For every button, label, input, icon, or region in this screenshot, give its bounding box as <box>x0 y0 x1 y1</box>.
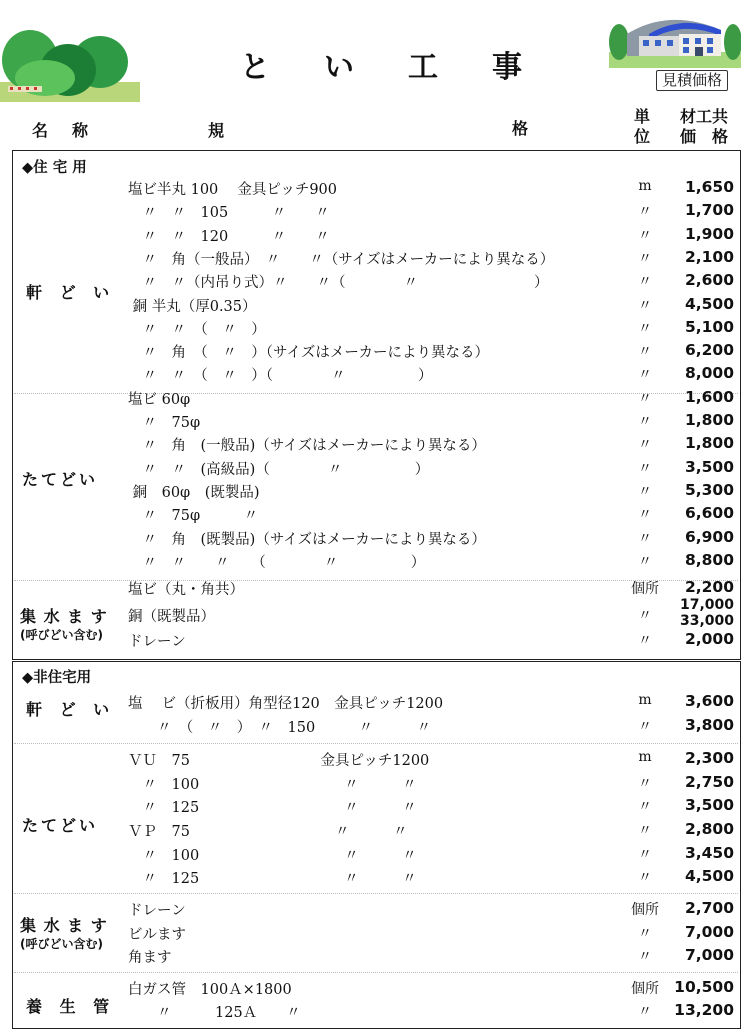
row-spec: 〃 〃 〃 （ 〃 ） <box>128 554 426 571</box>
category-tate-nonres: たてどい <box>22 816 99 835</box>
table-row <box>0 341 752 364</box>
estimate-price-badge: 見積価格 <box>656 70 728 91</box>
row-price: 2,700 <box>684 899 734 917</box>
table-row <box>0 978 752 1001</box>
row-spec: 〃 （ 〃 ） 〃 150 〃 〃 <box>128 720 432 736</box>
row-spec: ビルます <box>128 927 186 943</box>
row-price: 1,600 <box>684 387 734 406</box>
row-unit: 〃 <box>638 437 652 454</box>
table-row <box>0 411 752 434</box>
row-unit: 〃 <box>638 799 652 815</box>
row-spec: 塩ビ 60φ <box>128 391 191 408</box>
table-row <box>0 1001 752 1024</box>
row-unit: 〃 <box>638 553 652 570</box>
header-spec-right: 格 <box>512 119 529 138</box>
table-row <box>0 458 752 481</box>
table-row <box>0 528 752 551</box>
row-price: 2,100 <box>684 247 734 266</box>
row-unit: 個所 <box>631 981 659 997</box>
row-spec: ＶＰ 75 〃 〃 <box>128 824 408 840</box>
table-row <box>0 201 752 224</box>
row-unit: 〃 <box>638 608 652 624</box>
row-unit: 〃 <box>638 530 652 547</box>
divider <box>14 893 738 894</box>
row-spec: 〃 75φ 〃 <box>128 508 259 525</box>
title-char: と <box>240 50 272 85</box>
category-yojo-nonres: 養 生 管 <box>26 997 116 1016</box>
row-unit: 〃 <box>638 483 652 500</box>
row-price: 4,500 <box>684 294 734 313</box>
table-row <box>0 271 752 294</box>
row-unit: 〃 <box>638 250 652 267</box>
row-unit: 〃 <box>638 507 652 524</box>
row-price: 5,100 <box>684 317 734 336</box>
row-unit: 〃 <box>638 390 652 407</box>
row-spec: 塩 ビ（折板用）角型径120 金具ピッチ1200 <box>128 696 444 712</box>
category-shusui-nonres: 集 水 ま す <box>20 916 108 935</box>
row-spec: 〃 〃 105 〃 〃 <box>128 205 330 222</box>
row-price: 17,000 <box>679 597 734 613</box>
row-price-secondary: 33,000 <box>679 613 734 629</box>
row-unit: 〃 <box>638 460 652 477</box>
header-name: 名 称 <box>32 121 93 140</box>
row-price: 1,700 <box>684 201 734 220</box>
table-row <box>0 388 752 411</box>
row-unit: 〃 <box>638 414 652 430</box>
table-row <box>0 504 752 527</box>
row-price: 6,900 <box>684 527 734 546</box>
row-unit: 〃 <box>638 719 652 735</box>
category-shusui-res: 集 水 ま す <box>20 607 108 626</box>
row-spec: 〃 〃 (高級品)（ 〃 ） <box>128 461 430 478</box>
row-price: 1,800 <box>684 434 734 453</box>
row-spec: 〃 75φ <box>128 415 201 431</box>
table-row <box>0 844 752 867</box>
table-row <box>0 364 752 387</box>
row-unit: 〃 <box>638 823 652 839</box>
title-char: 工 <box>408 50 440 85</box>
divider <box>14 743 738 744</box>
table-row <box>0 178 752 201</box>
row-price: 1,650 <box>684 178 734 196</box>
row-spec: 〃 角（一般品） 〃 〃（サイズはメーカーにより異なる） <box>128 251 555 268</box>
row-spec: ドレーン <box>128 903 186 919</box>
table-row <box>0 716 752 739</box>
title-char: 事 <box>492 50 524 85</box>
table-row <box>0 692 752 715</box>
row-price: 2,200 <box>684 578 734 596</box>
row-price: 10,500 <box>674 978 734 996</box>
table-row <box>0 630 752 653</box>
row-unit: 〃 <box>638 926 652 942</box>
table-row <box>0 225 752 248</box>
row-unit: m <box>638 749 652 765</box>
row-spec: 〃 〃（内吊り式）〃 〃（ 〃 ） <box>128 275 549 292</box>
row-price: 13,200 <box>674 1001 734 1019</box>
table-row <box>0 773 752 796</box>
table-row <box>0 867 752 890</box>
row-price: 2,600 <box>684 271 734 290</box>
row-unit: 〃 <box>638 204 652 221</box>
row-price: 2,000 <box>684 630 734 648</box>
nonresidential-section-label: ◆非住宅用 <box>22 670 92 686</box>
row-spec: 塩ビ半丸 100 金具ピッチ900 <box>128 182 337 198</box>
row-spec: 白ガス管 100Ａ×1800 <box>128 982 292 998</box>
row-unit: 〃 <box>638 949 652 965</box>
header-spec-left: 規 <box>208 121 225 140</box>
row-spec: ＶＵ 75 金具ピッチ1200 <box>128 753 430 769</box>
row-price: 7,000 <box>684 946 734 964</box>
row-unit: 〃 <box>638 847 652 863</box>
row-spec: 〃 100 〃 〃 <box>128 848 417 864</box>
row-price: 1,800 <box>684 411 734 429</box>
trees-illustration <box>0 20 140 102</box>
table-row <box>0 820 752 843</box>
row-spec: 銅 半丸（厚0.35） <box>128 298 257 315</box>
divider <box>14 972 738 973</box>
row-price: 1,900 <box>684 224 734 243</box>
row-unit: 〃 <box>638 1004 652 1020</box>
row-unit: 個所 <box>631 581 659 597</box>
row-unit: 〃 <box>638 297 652 314</box>
row-spec: 塩ビ（丸・角共） <box>128 582 244 598</box>
category-noki-res: 軒 ど い <box>26 283 116 302</box>
row-price: 6,200 <box>684 341 734 360</box>
building-illustration <box>609 12 741 68</box>
row-price: 4,500 <box>684 867 734 885</box>
table-row <box>0 481 752 504</box>
table-row <box>0 434 752 457</box>
header-price-1: 材工共 <box>680 107 729 126</box>
row-unit: 〃 <box>638 274 652 291</box>
row-spec: 〃 〃 120 〃 〃 <box>128 228 330 245</box>
table-row <box>0 597 752 629</box>
row-spec: 〃 125Ａ 〃 <box>128 1005 301 1021</box>
row-price: 6,600 <box>684 504 734 523</box>
table-row <box>0 318 752 341</box>
header-unit-2: 位 <box>634 127 651 146</box>
row-price: 2,750 <box>684 773 734 791</box>
row-spec: 〃 角 (一般品)（サイズはメーカーにより異なる） <box>128 438 486 455</box>
row-price: 3,800 <box>684 716 734 734</box>
row-unit: 〃 <box>638 320 652 337</box>
row-price: 3,600 <box>684 692 734 710</box>
table-row <box>0 923 752 946</box>
row-price: 8,000 <box>684 364 734 383</box>
row-spec: 銅 60φ (既製品) <box>128 484 260 501</box>
row-unit: 〃 <box>638 344 652 361</box>
table-row <box>0 578 752 601</box>
row-spec: 〃 125 〃 〃 <box>128 800 417 816</box>
category-tate-res: たてどい <box>22 470 99 489</box>
row-spec: 〃 〃 （ 〃 ）（ 〃 ） <box>128 368 433 385</box>
row-price: 2,300 <box>684 749 734 767</box>
row-spec: 〃 角 (既製品)（サイズはメーカーにより異なる） <box>128 531 486 548</box>
row-unit: 〃 <box>638 870 652 886</box>
table-row <box>0 796 752 819</box>
header-price-2: 価 格 <box>680 127 729 146</box>
row-price: 7,000 <box>684 923 734 941</box>
table-row <box>0 899 752 922</box>
table-row <box>0 946 752 969</box>
table-row <box>0 551 752 574</box>
row-unit: 〃 <box>638 367 652 384</box>
row-spec: 〃 100 〃 〃 <box>128 777 417 793</box>
row-price: 5,300 <box>684 480 734 499</box>
page-title <box>240 42 576 86</box>
row-price: 3,500 <box>684 457 734 476</box>
row-spec: 銅（既製品） <box>128 609 215 625</box>
row-spec: 角ます <box>128 950 172 966</box>
row-unit: m <box>638 178 652 194</box>
row-unit: 〃 <box>638 633 652 649</box>
table-row <box>0 248 752 271</box>
row-price: 3,500 <box>684 796 734 814</box>
row-price: 3,450 <box>684 844 734 862</box>
row-spec: 〃 角 （ 〃 ）（サイズはメーカーにより異なる） <box>128 345 490 362</box>
residential-section-label: ◆住 宅 用 <box>22 160 87 176</box>
row-spec: ドレーン <box>128 634 186 650</box>
table-row <box>0 749 752 772</box>
category-shusui-sub-nonres: (呼びどい含む) <box>20 937 103 951</box>
row-spec: 〃 125 〃 〃 <box>128 871 417 887</box>
row-unit: 〃 <box>638 227 652 244</box>
row-unit: m <box>638 692 652 708</box>
row-unit: 個所 <box>631 902 659 918</box>
row-price: 2,800 <box>684 820 734 838</box>
row-spec: 〃 〃 （ 〃 ） <box>128 321 266 338</box>
row-price: 8,800 <box>684 550 734 569</box>
title-char: い <box>324 50 356 85</box>
row-unit: 〃 <box>638 776 652 792</box>
header-unit-1: 単 <box>634 107 651 126</box>
category-noki-nonres: 軒 ど い <box>26 700 116 719</box>
table-row <box>0 295 752 318</box>
category-shusui-sub-res: (呼びどい含む) <box>20 628 103 642</box>
